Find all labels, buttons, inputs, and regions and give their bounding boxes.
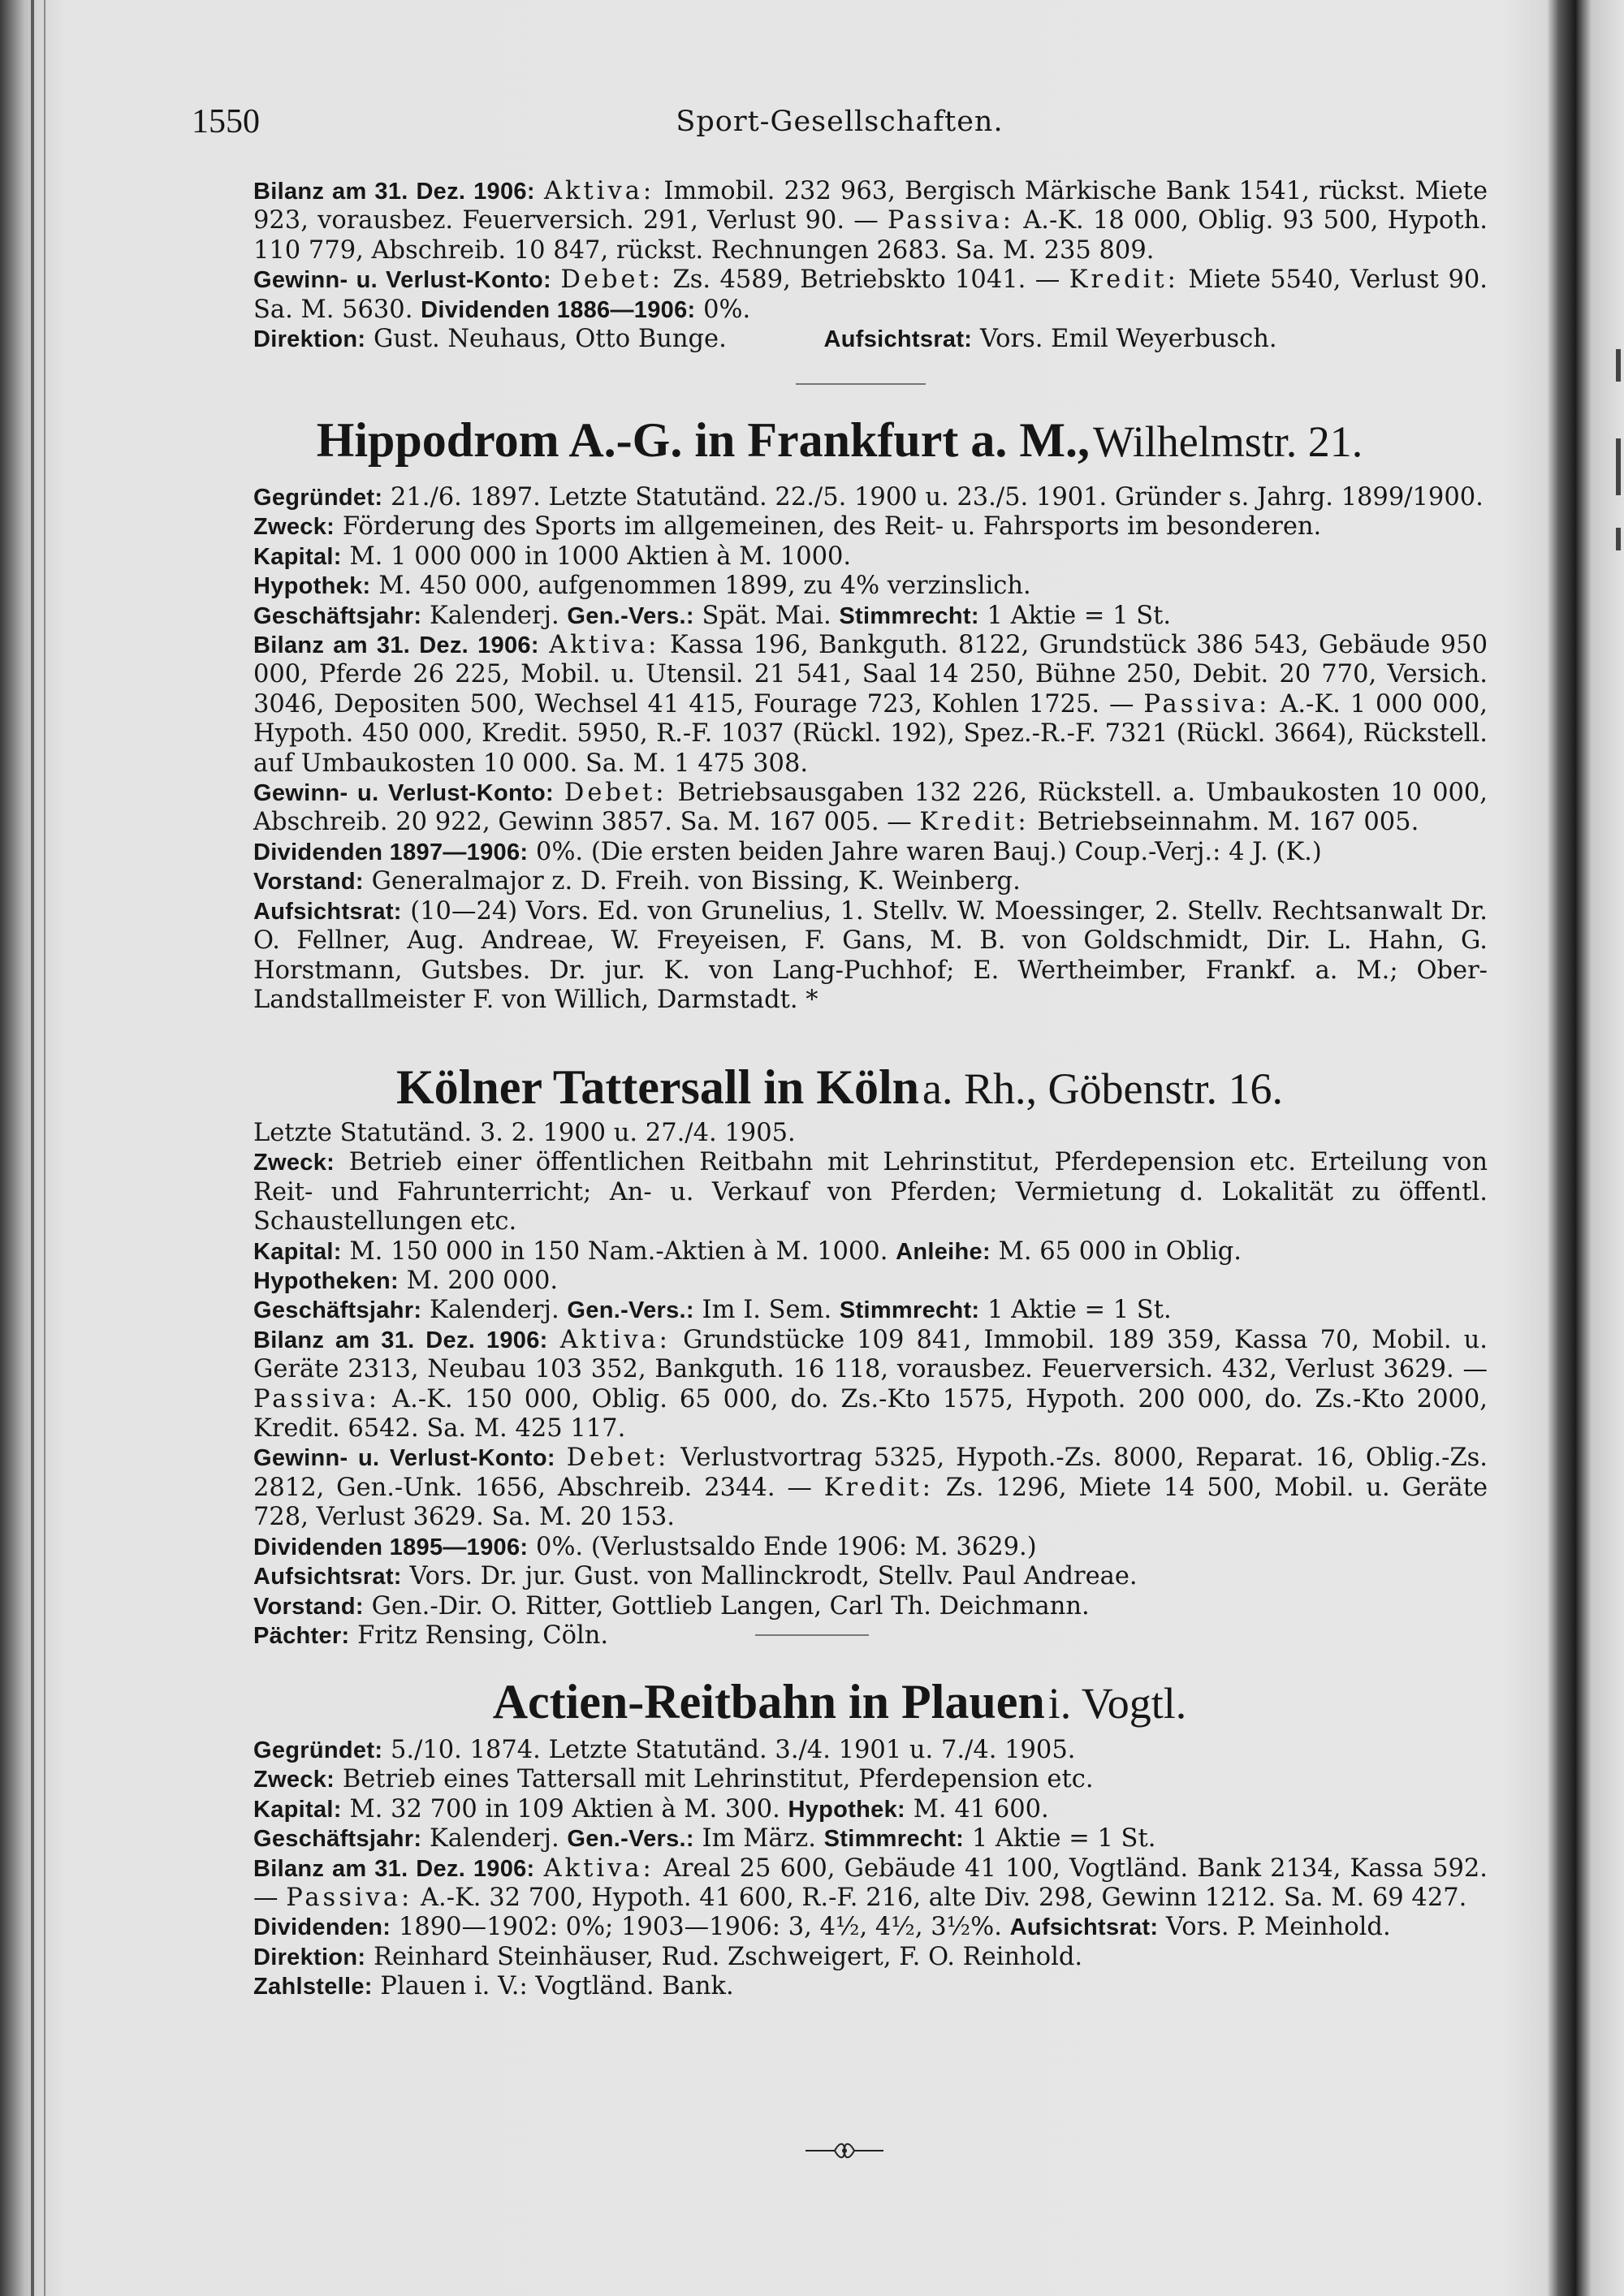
- entry-line: [192, 1237, 1488, 1267]
- entry-keyword: Direktion:: [253, 326, 366, 353]
- entry-line: [192, 1854, 1488, 1914]
- entry-keyword: Zweck:: [253, 514, 335, 541]
- entry-text: Kalenderj.: [421, 1824, 568, 1854]
- entry-keyword: Anleihe:: [896, 1238, 991, 1265]
- entry-keyword: Dividenden 1886—1906:: [421, 296, 696, 323]
- section-divider: [755, 1634, 869, 1636]
- entry-text: 1 Aktie = 1 St.: [964, 1824, 1156, 1854]
- entry-text: Betrieb einer öffentlichen Reitbahn mit Lehrinstitut, Pferdepension etc. Erteilung von Reit- und Fahrunterricht; An- u. Verkauf von Pferden; Vermietung d. Lokalität zu öffentl. Schaustellungen etc.: [253, 1148, 1488, 1236]
- entry-keyword: Geschäftsjahr:: [253, 602, 422, 629]
- entry-bergisch-block: [192, 177, 1488, 354]
- binding-edge: [31, 0, 34, 2296]
- entry-keyword: Aufsichtsrat:: [1009, 1914, 1159, 1941]
- entry-text: Gen.-Dir. O. Ritter, Gottlieb Langen, Carl Th. Deichmann.: [363, 1591, 1090, 1621]
- entry-line: [192, 838, 1488, 867]
- entry-text: A.-K. 1 000 000, Hypoth. 450 000, Kredit. 5950, R.-F. 1037 (Rückl. 192), Spez.-R.-F. 7321 (Rückl. 3664), Rückstell. auf Umbaukosten 10 000. Sa. M. 1 475 308.: [253, 689, 1488, 778]
- entry-keyword: Gen.-Vers.:: [567, 1297, 694, 1324]
- entry-text: Kalenderj.: [421, 1296, 568, 1325]
- entry-line: [192, 631, 1488, 779]
- entry-text: Generalmajor z. D. Freih. von Bissing, K. Weinberg.: [363, 867, 1021, 896]
- entry-keyword: Dividenden:: [253, 1914, 391, 1941]
- entry-keyword: Gen.-Vers.:: [567, 1826, 694, 1853]
- entry-text: 21./6. 1897. Letzte Statutänd. 22./5. 1900 u. 23./5. 1901. Gründer s. Jahrg. 1899/1900.: [382, 483, 1484, 511]
- entry-line: [192, 325, 1488, 354]
- entry-line: [192, 265, 1488, 325]
- margin-mark: [1616, 438, 1621, 495]
- entry-text: Kalenderj.: [421, 601, 568, 630]
- entry-text: [551, 265, 560, 294]
- entry-keyword: Gegründet:: [253, 485, 383, 511]
- entry-keyword: Gegründet:: [253, 1737, 383, 1763]
- entry-text: Betrieb eines Tattersall mit Lehrinstitut, Pferdepension etc.: [335, 1765, 1094, 1794]
- entry-keyword: Passiva:: [887, 206, 1015, 235]
- entry-text: Im März.: [693, 1824, 824, 1854]
- entry-text: [535, 1854, 544, 1883]
- entry-hippodrom-body: [192, 483, 1488, 1015]
- entry-text: 0%. (Die ersten beiden Jahre waren Bauj.) Coup.-Verj.: 4 J. (K.): [528, 837, 1322, 866]
- entry-title-actien-reitbahn: Actien-Reitbahn in Plauen i. Vogtl.: [492, 1675, 1187, 1728]
- entry-line: [192, 1119, 1488, 1148]
- entry-text: Areal 25 600, Gebäude 41 100, Vogtländ. Bank 2134, Kassa 592. —: [253, 1854, 1488, 1913]
- entry-text: Vors. P. Meinhold.: [1158, 1913, 1391, 1942]
- entry-keyword: Kredit:: [823, 1473, 934, 1502]
- entry-line: [192, 1972, 1488, 2001]
- entry-text: M. 200 000.: [398, 1267, 559, 1296]
- page-header: [192, 102, 1488, 143]
- entry-text: Im I. Sem.: [693, 1296, 840, 1325]
- entry-text: (10—24) Vors. Ed. von Grunelius, 1. Stellv. W. Moessinger, 2. Stellv. Rechtsanwalt Dr. O. Fellner, Aug. Andreae, W. Freyeisen, F. Gans, M. B. von Goldschmidt, Dir. L. Hahn, G. Horstmann, Gutsbes. Dr. jur. K. von Lang-Puchhof; E. Wertheimber, Frankf. a. M.; Ober-Landstallmeister F. von Willich, Darmstadt. *: [253, 896, 1488, 1014]
- entry-text: M. 150 000 in 150 Nam.-Aktien à M. 1000.: [341, 1236, 896, 1266]
- entry-keyword: Direktion:: [253, 1944, 366, 1970]
- entry-line: [192, 1326, 1488, 1444]
- entry-line: [192, 1562, 1488, 1591]
- entry-keyword: Bilanz am 31. Dez. 1906:: [253, 1327, 548, 1353]
- entry-text: M. 41 600.: [905, 1794, 1049, 1823]
- entry-keyword: Zweck:: [253, 1150, 335, 1176]
- margin-mark: [1616, 528, 1621, 550]
- section-divider: [796, 383, 926, 385]
- entry-text: [554, 779, 564, 807]
- entry-keyword: Bilanz am 31. Dez. 1906:: [253, 1855, 535, 1882]
- entry-text: M. 65 000 in Oblig.: [990, 1236, 1242, 1266]
- entry-koelner-body: [192, 1119, 1488, 1651]
- entry-text: 5./10. 1874. Letzte Statutänd. 3./4. 1901 u. 7./4. 1905.: [382, 1736, 1076, 1764]
- entry-text: 0%. (Verlustsaldo Ende 1906: M. 3629.): [528, 1532, 1037, 1561]
- entry-keyword: Dividenden 1895—1906:: [253, 1534, 529, 1560]
- entry-text: Zs. 1296, Miete 14 500, Mobil. u. Geräte 728, Verlust 3629. Sa. M. 20 153.: [253, 1473, 1488, 1532]
- entry-keyword: Kredit:: [1069, 265, 1179, 295]
- entry-line: [192, 1765, 1488, 1794]
- entry-text: Zs. 4589, Betriebskto 1041. —: [663, 265, 1069, 295]
- entry-keyword: Debet:: [566, 1444, 670, 1473]
- entry-line: [192, 1267, 1488, 1296]
- entry-text: Kassa 196, Bankguth. 8122, Grundstück 386 543, Gebäude 950 000, Pferde 26 225, Mobil. u. Utensil. 21 541, Saal 14 250, Bühne 250, Debit. 20 770, Versich. 3046, Depositen 500, Wechsel 41 415, Fourage 723, Kohlen 1725. —: [253, 631, 1488, 719]
- entry-keyword: Vorstand:: [253, 1593, 364, 1620]
- page-number: 1550: [192, 103, 260, 140]
- entry-text: Förderung des Sports im allgemeinen, des Reit- u. Fahrsports im besonderen.: [335, 512, 1322, 542]
- entry-text: [539, 631, 549, 659]
- entry-line: [192, 1913, 1488, 1942]
- entry-keyword: Debet:: [560, 265, 664, 295]
- entry-line: [192, 1736, 1488, 1765]
- entry-keyword: Hypotheken:: [253, 1268, 399, 1295]
- entry-line: [192, 572, 1488, 601]
- entry-keyword: Bilanz am 31. Dez. 1906:: [253, 179, 535, 205]
- entry-keyword: Stimmrecht:: [839, 602, 979, 629]
- entry-text: Spät. Mai.: [693, 601, 840, 630]
- entry-line: [192, 1795, 1488, 1824]
- entry-line: [192, 1296, 1488, 1325]
- entry-keyword: Zahlstelle:: [253, 1974, 373, 2000]
- entry-keyword: Aktiva:: [549, 631, 660, 660]
- entry-line: [192, 897, 1488, 1016]
- entry-line: [192, 1824, 1488, 1854]
- entry-text: A.-K. 32 700, Hypoth. 41 600, R.-F. 216, alte Div. 298, Gewinn 1212. Sa. M. 69 427.: [412, 1884, 1467, 1913]
- entry-keyword: Geschäftsjahr:: [253, 1826, 422, 1853]
- entry-keyword: Pächter:: [253, 1622, 350, 1649]
- entry-keyword: Geschäftsjahr:: [253, 1297, 422, 1324]
- entry-keyword: Hypothek:: [788, 1796, 905, 1823]
- entry-line: [192, 1943, 1488, 1972]
- entry-text: 1 Aktie = 1 St.: [979, 1296, 1172, 1325]
- margin-mark: [1616, 349, 1621, 382]
- entry-keyword: Passiva:: [253, 1384, 381, 1413]
- entry-line: [192, 1148, 1488, 1236]
- entry-text: Vors. Dr. jur. Gust. von Mallinckrodt, Stellv. Paul Andreae.: [401, 1562, 1138, 1591]
- entry-keyword: Stimmrecht:: [839, 1297, 980, 1324]
- entry-text: Miete 5540, Verlust 90. Sa. M. 5630.: [253, 265, 1488, 324]
- entry-line: [192, 512, 1488, 542]
- entry-text: [555, 1444, 567, 1472]
- entry-title-koelner-tattersall: Kölner Tattersall in Köln a. Rh., Göbenstr. 16.: [396, 1060, 1283, 1114]
- entry-keyword: Gewinn- u. Verlust-Konto:: [253, 780, 554, 807]
- entry-keyword: Aktiva:: [543, 177, 655, 205]
- entry-text: A.-K. 150 000, Oblig. 65 000, do. Zs.-Kto 1575, Hypoth. 200 000, do. Zs.-Kto 2000, Kredit. 6542. Sa. M. 425 117.: [253, 1384, 1488, 1444]
- entry-text: Verlustvortrag 5325, Hypoth.-Zs. 8000, Reparat. 16, Oblig.-Zs. 2812, Gen.-Unk. 1656, Abschreib. 2344. —: [253, 1444, 1488, 1502]
- entry-keyword: Aufsichtsrat:: [253, 898, 402, 925]
- entry-text: Fritz Rensing, Cöln.: [349, 1621, 609, 1650]
- entry-text: M. 1 000 000 in 1000 Aktien à M. 1000.: [341, 542, 852, 571]
- entry-keyword: Aktiva:: [559, 1325, 671, 1354]
- entry-text: Immobil. 232 963, Bergisch Märkische Bank 1541, rückst. Miete 923, vorausbez. Feuerversich. 291, Verlust 90. —: [253, 177, 1488, 235]
- entry-line: [192, 542, 1488, 572]
- entry-text: Reinhard Steinhäuser, Rud. Zschweigert, F. O. Reinhold.: [365, 1942, 1083, 1971]
- entry-text: Vors. Emil Weyerbusch.: [972, 325, 1277, 354]
- entry-text: M. 450 000, aufgenommen 1899, zu 4% verzinslich.: [370, 572, 1031, 601]
- entry-keyword: Aufsichtsrat:: [823, 326, 973, 353]
- entry-keyword: Hypothek:: [253, 573, 371, 600]
- entry-text: Letzte Statutänd. 3. 2. 1900 u. 27./4. 1905.: [253, 1119, 796, 1147]
- entry-keyword: Passiva:: [1143, 689, 1271, 719]
- entry-line: [192, 1592, 1488, 1621]
- entry-keyword: Kapital:: [253, 543, 342, 570]
- entry-line: [192, 1444, 1488, 1532]
- entry-keyword: Aktiva:: [543, 1854, 654, 1883]
- entry-keyword: Gewinn- u. Verlust-Konto:: [253, 1445, 555, 1472]
- entry-line: [192, 1621, 1488, 1651]
- entry-keyword: Vorstand:: [253, 869, 364, 896]
- entry-text: Grundstücke 109 841, Immobil. 189 359, Kassa 70, Mobil. u. Geräte 2313, Neubau 103 352, Bankguth. 16 118, vorausbez. Feuerversich. 432, Verlust 3629. —: [253, 1325, 1488, 1384]
- entry-keyword: Bilanz am 31. Dez. 1906:: [253, 632, 539, 659]
- entry-keyword: Aufsichtsrat:: [253, 1564, 402, 1590]
- entry-keyword: Stimmrecht:: [823, 1826, 965, 1853]
- entry-text: Gust. Neuhaus, Otto Bunge.: [365, 325, 735, 354]
- entry-keyword: Debet:: [564, 779, 667, 808]
- entry-line: [192, 1533, 1488, 1562]
- running-title: Sport-Gesellschaften.: [676, 106, 1004, 138]
- entry-keyword: Passiva:: [286, 1884, 413, 1913]
- entry-line: [192, 602, 1488, 631]
- entry-title-hippodrom: Hippodrom A.-G. in Frankfurt a. M., Wilhelmstr. 21.: [316, 413, 1363, 467]
- entry-text: [548, 1326, 560, 1354]
- entry-text: A.-K. 18 000, Oblig. 93 500, Hypoth. 110 779, Abschreib. 10 847, rückst. Rechnungen 2683. Sa. M. 235 809.: [253, 206, 1488, 265]
- entry-keyword: Kapital:: [253, 1238, 342, 1265]
- entry-text: 1890—1902: 0%; 1903—1906: 3, 4½, 4½, 3½%.: [391, 1913, 1010, 1942]
- entry-text: 0%.: [695, 295, 751, 324]
- binding-edge-inner: [44, 0, 45, 2296]
- entry-text: Betriebsausgaben 132 226, Rückstell. a. Umbaukosten 10 000, Abschreib. 20 922, Gewinn 3857. Sa. M. 167 005. —: [253, 779, 1488, 837]
- entry-text: M. 32 700 in 109 Aktien à M. 300.: [341, 1794, 788, 1823]
- entry-line: [192, 483, 1488, 512]
- entry-keyword: Zweck:: [253, 1767, 335, 1793]
- entry-text: Betriebseinnahm. M. 167 005.: [1029, 808, 1419, 837]
- entry-text: Plauen i. V.: Vogtländ. Bank.: [372, 1972, 734, 2001]
- entry-keyword: Kapital:: [253, 1796, 342, 1823]
- entry-plauen-body: [192, 1736, 1488, 2002]
- entry-text: 1 Aktie = 1 St.: [978, 601, 1172, 630]
- entry-line: [192, 867, 1488, 896]
- entry-line: [192, 177, 1488, 265]
- entry-keyword: Gewinn- u. Verlust-Konto:: [253, 267, 552, 294]
- ornament-icon: [804, 2138, 885, 2163]
- entry-keyword: Gen.-Vers.:: [567, 602, 694, 629]
- entry-line: [192, 779, 1488, 838]
- entry-keyword: Dividenden 1897—1906:: [253, 839, 529, 865]
- entry-text: [535, 177, 544, 205]
- entry-keyword: Kredit:: [919, 808, 1030, 837]
